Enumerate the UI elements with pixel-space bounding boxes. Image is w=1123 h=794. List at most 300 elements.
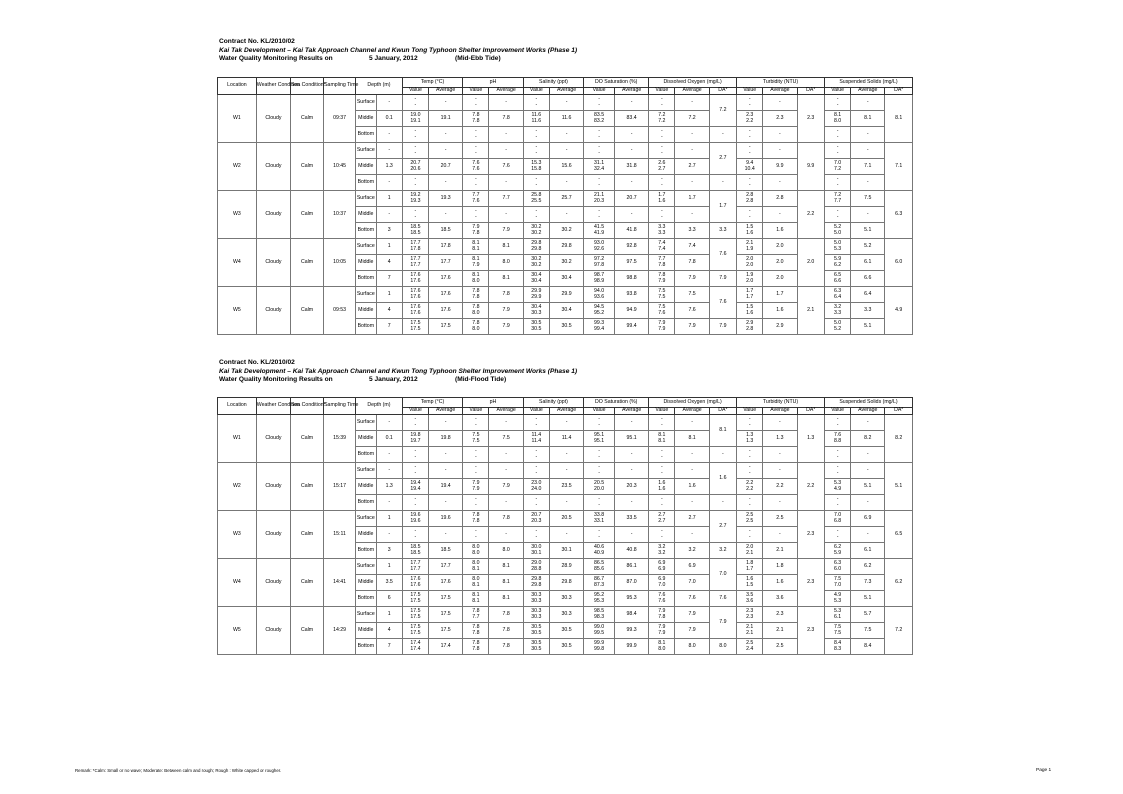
turbidity-average: 2.1	[763, 543, 797, 559]
col-average: Average	[489, 88, 523, 95]
turbidity-value-reading-2: 1.3	[746, 437, 754, 444]
salinity-value	[523, 415, 549, 431]
dissolved-oxygen-value-reading-2: 7.0	[658, 581, 666, 588]
turbidity-value	[737, 127, 763, 143]
salinity-average: -	[549, 527, 583, 543]
do-saturation-value-reading-2: 41.9	[594, 229, 605, 236]
col-average: Average	[763, 408, 797, 415]
temp-value	[402, 271, 428, 287]
ph-value-reading-1: 8.0	[472, 543, 480, 550]
turbidity-da: 2.1	[797, 287, 824, 335]
ph-value-reading-1: -	[475, 463, 477, 470]
do-saturation-value-reading-2: 97.8	[594, 261, 605, 268]
dissolved-oxygen-value	[649, 207, 675, 223]
dissolved-oxygen-average: -	[675, 175, 709, 191]
dissolved-oxygen-value	[649, 287, 675, 303]
salinity-value	[523, 127, 549, 143]
dissolved-oxygen-da-bottom: -	[709, 447, 736, 463]
temp-value-reading-1: 19.4	[410, 479, 421, 486]
salinity-value-reading-1: 11.4	[531, 431, 542, 438]
turbidity-value-reading-1: 1.3	[746, 431, 754, 438]
dissolved-oxygen-value-reading-2: 7.8	[658, 613, 666, 620]
ph-average: 7.8	[489, 287, 523, 303]
ph-average: -	[489, 463, 523, 479]
do-saturation-value-reading-1: -	[598, 127, 600, 134]
turbidity-value-reading-2: 1.6	[746, 229, 754, 236]
dissolved-oxygen-value-reading-1: 7.9	[658, 607, 666, 614]
suspended-solids-average: -	[851, 207, 885, 223]
suspended-solids-value-reading-2: -	[836, 533, 839, 540]
suspended-solids-value-reading-2: 5.2	[833, 325, 842, 332]
ph-value-reading-1: 8.0	[472, 575, 480, 582]
depth-label-cell: Surface	[356, 239, 377, 255]
salinity-value-reading-1: 30.2	[531, 255, 542, 262]
turbidity-value-reading-2: -	[748, 453, 751, 460]
salinity-average: -	[549, 127, 583, 143]
suspended-solids-average: 6.9	[851, 511, 885, 527]
do-saturation-value-reading-1: 33.8	[594, 511, 605, 518]
temp-value-reading-1: -	[414, 95, 417, 102]
do-saturation-value-reading-1: 94.5	[594, 303, 605, 310]
turbidity-value-reading-2: 1.7	[746, 565, 754, 572]
suspended-solids-value-reading-2: -	[836, 213, 839, 220]
ph-average: -	[489, 127, 523, 143]
do-saturation-average: -	[614, 447, 648, 463]
do-saturation-value-reading-2: -	[598, 213, 600, 220]
temp-average: 19.4	[429, 479, 463, 495]
col-group-5: Turbidity (NTU)	[737, 398, 825, 408]
depth-cell: 3.5	[376, 575, 402, 591]
turbidity-value	[737, 255, 763, 271]
ph-value	[463, 415, 489, 431]
do-saturation-value-reading-2: 32.4	[594, 165, 605, 172]
dissolved-oxygen-value	[649, 191, 675, 207]
dissolved-oxygen-average: 7.2	[675, 111, 709, 127]
suspended-solids-value	[824, 463, 850, 479]
salinity-value-reading-2: 15.8	[531, 165, 542, 172]
temp-value-reading-2: -	[414, 469, 417, 476]
temp-average: -	[429, 143, 463, 159]
col-average: Average	[549, 408, 583, 415]
turbidity-value-reading-1: 2.9	[746, 319, 754, 326]
ph-value-reading-1: 8.1	[472, 255, 480, 262]
salinity-average: -	[549, 175, 583, 191]
weather-cell: Cloudy	[256, 143, 290, 191]
dissolved-oxygen-value	[649, 95, 675, 111]
col-average: Average	[429, 88, 463, 95]
dissolved-oxygen-da: 2.7	[709, 511, 736, 543]
suspended-solids-average: 5.2	[851, 239, 885, 255]
do-saturation-value	[584, 159, 615, 175]
suspended-solids-value	[824, 623, 850, 639]
do-saturation-average: 99.9	[614, 639, 648, 655]
dissolved-oxygen-average: 2.7	[675, 159, 709, 175]
turbidity-da: 2.2	[797, 463, 824, 511]
salinity-value-reading-2: -	[535, 421, 538, 428]
do-saturation-value-reading-1: 98.5	[594, 607, 605, 614]
depth-cell: 1	[376, 239, 402, 255]
ph-value-reading-1: -	[475, 143, 477, 150]
dissolved-oxygen-value	[649, 639, 675, 655]
temp-value-reading-1: 19.2	[410, 191, 421, 198]
turbidity-value-reading-1: 2.0	[746, 543, 754, 550]
do-saturation-average: 40.8	[614, 543, 648, 559]
ph-average: 7.8	[489, 639, 523, 655]
dissolved-oxygen-average: 7.5	[675, 287, 709, 303]
suspended-solids-value-reading-2: 6.1	[833, 613, 842, 620]
temp-value-reading-1: 18.5	[410, 543, 421, 550]
salinity-value-reading-2: 20.3	[531, 517, 542, 524]
temp-average: 17.5	[429, 591, 463, 607]
section-1-header	[219, 38, 577, 64]
col-average: Average	[851, 408, 885, 415]
turbidity-average: -	[763, 175, 797, 191]
temp-average: 17.7	[429, 559, 463, 575]
temp-value-reading-2: 17.5	[410, 629, 421, 636]
do-saturation-value	[584, 95, 615, 111]
suspended-solids-value	[824, 479, 850, 495]
temp-average: -	[429, 127, 463, 143]
suspended-solids-value-reading-1: 4.9	[833, 591, 842, 598]
location-cell: W2	[218, 463, 257, 511]
dissolved-oxygen-da: 7.6	[709, 239, 736, 271]
salinity-average: 30.5	[549, 639, 583, 655]
temp-value-reading-1: 20.7	[410, 159, 421, 166]
do-saturation-value-reading-2: 99.8	[594, 645, 605, 652]
do-saturation-value-reading-1: 86.5	[594, 559, 605, 566]
temp-value	[402, 175, 428, 191]
ph-value	[463, 143, 489, 159]
salinity-value-reading-1: 30.5	[531, 319, 542, 326]
suspended-solids-average: -	[851, 527, 885, 543]
ph-value-reading-1: 7.8	[472, 639, 480, 646]
col-average: Average	[763, 88, 797, 95]
salinity-average: 11.6	[549, 111, 583, 127]
suspended-solids-value-reading-2: -	[836, 101, 839, 108]
dissolved-oxygen-value	[649, 431, 675, 447]
weather-cell: Cloudy	[256, 559, 290, 607]
ph-average: 8.1	[489, 559, 523, 575]
turbidity-value-reading-1: 1.9	[746, 271, 754, 278]
salinity-value-reading-2: -	[535, 133, 538, 140]
ph-value	[463, 175, 489, 191]
turbidity-value	[737, 495, 763, 511]
turbidity-value-reading-1: -	[748, 495, 751, 502]
do-saturation-value	[584, 559, 615, 575]
ph-value-reading-2: 8.1	[472, 245, 480, 252]
depth-label-cell: Surface	[356, 559, 377, 575]
turbidity-value	[737, 623, 763, 639]
sea-cell: Calm	[291, 287, 324, 335]
ph-average: 7.8	[489, 607, 523, 623]
depth-label-cell: Middle	[356, 623, 377, 639]
temp-value-reading-1: 17.5	[410, 591, 421, 598]
dissolved-oxygen-da: 1.6	[709, 463, 736, 495]
temp-value-reading-2: 17.5	[410, 613, 421, 620]
depth-label-cell: Middle	[356, 207, 377, 223]
dissolved-oxygen-value-reading-1: 6.9	[658, 575, 666, 582]
temp-value-reading-2: 17.5	[410, 325, 421, 332]
turbidity-value-reading-2: 3.6	[746, 597, 754, 604]
do-saturation-value-reading-2: 95.2	[594, 309, 605, 316]
time-cell: 10:37	[324, 191, 356, 239]
location-cell: W5	[218, 287, 257, 335]
turbidity-da: 2.2	[797, 191, 824, 239]
do-saturation-average: 99.4	[614, 319, 648, 335]
depth-label-cell: Middle	[356, 111, 377, 127]
do-saturation-value-reading-2: 83.2	[594, 117, 605, 124]
temp-value	[402, 239, 428, 255]
depth-cell: -	[376, 207, 402, 223]
do-saturation-average: 94.9	[614, 303, 648, 319]
col-location: Location	[218, 78, 257, 95]
suspended-solids-value-reading-1: 7.0	[833, 511, 842, 518]
do-saturation-value-reading-1: 95.2	[594, 591, 605, 598]
temp-value-reading-2: 17.5	[410, 597, 421, 604]
temp-value-reading-2: -	[414, 533, 417, 540]
turbidity-average: 1.7	[763, 287, 797, 303]
do-saturation-value-reading-1: 41.5	[594, 223, 605, 230]
dissolved-oxygen-average: -	[675, 127, 709, 143]
do-saturation-value-reading-1: 94.0	[594, 287, 605, 294]
ph-value-reading-2: 8.0	[472, 309, 480, 316]
ph-value-reading-1: 8.1	[472, 271, 480, 278]
do-saturation-value	[584, 111, 615, 127]
temp-average: 17.4	[429, 639, 463, 655]
ph-value	[463, 543, 489, 559]
do-saturation-value	[584, 191, 615, 207]
do-saturation-value	[584, 223, 615, 239]
salinity-average: 29.8	[549, 575, 583, 591]
sea-cell: Calm	[291, 415, 324, 463]
salinity-value	[523, 287, 549, 303]
turbidity-value-reading-1: -	[748, 463, 751, 470]
col-da: DA*	[885, 88, 913, 95]
ph-value	[463, 111, 489, 127]
suspended-solids-value-reading-1: 5.9	[833, 255, 842, 262]
col-group-2: Salinity (ppt)	[523, 78, 583, 88]
ph-value-reading-1: 7.8	[472, 319, 480, 326]
ph-average: 7.9	[489, 479, 523, 495]
turbidity-average: -	[763, 463, 797, 479]
temp-value	[402, 95, 428, 111]
salinity-value	[523, 255, 549, 271]
salinity-average: 30.3	[549, 591, 583, 607]
turbidity-value-reading-2: -	[748, 101, 751, 108]
col-value: Value	[523, 88, 549, 95]
turbidity-value-reading-2: 2.1	[746, 549, 754, 556]
ph-value	[463, 607, 489, 623]
suspended-solids-value	[824, 607, 850, 623]
ph-value	[463, 463, 489, 479]
suspended-solids-average: 6.4	[851, 287, 885, 303]
turbidity-value-reading-2: -	[748, 181, 751, 188]
temp-value	[402, 111, 428, 127]
dissolved-oxygen-value-reading-1: 3.3	[658, 223, 666, 230]
salinity-value-reading-2: -	[535, 453, 538, 460]
location-cell: W1	[218, 95, 257, 143]
suspended-solids-value-reading-2: 4.9	[833, 485, 842, 492]
salinity-value-reading-2: 30.5	[531, 325, 542, 332]
temp-value-reading-1: 19.0	[410, 111, 421, 118]
col-average: Average	[675, 88, 709, 95]
do-saturation-value	[584, 175, 615, 191]
suspended-solids-value-reading-1: 3.2	[833, 303, 842, 310]
ph-value-reading-2: 7.7	[472, 613, 480, 620]
col-group-3: DO Saturation (%)	[584, 398, 649, 408]
turbidity-value-reading-2: 10.4	[744, 165, 755, 172]
do-saturation-value-reading-2: -	[598, 149, 600, 156]
salinity-average: 30.5	[549, 319, 583, 335]
ph-average: 8.1	[489, 239, 523, 255]
suspended-solids-value-reading-1: 5.3	[833, 479, 842, 486]
dissolved-oxygen-average: 7.9	[675, 623, 709, 639]
turbidity-value	[737, 527, 763, 543]
turbidity-value	[737, 431, 763, 447]
dissolved-oxygen-average: 7.8	[675, 255, 709, 271]
dissolved-oxygen-value-reading-1: 7.5	[658, 303, 666, 310]
salinity-value-reading-1: -	[535, 495, 538, 502]
do-saturation-value	[584, 415, 615, 431]
ph-value-reading-2: 7.8	[472, 117, 480, 124]
footnote-remark: Remark: *Calm: Small or no wave; Moderate: Between calm and rough; Rough : White capped or rougher.	[75, 768, 282, 773]
dissolved-oxygen-da-bottom: 3.3	[709, 223, 736, 239]
turbidity-average: -	[763, 207, 797, 223]
temp-value-reading-1: 17.4	[410, 639, 421, 646]
salinity-average: -	[549, 495, 583, 511]
salinity-average: 30.1	[549, 543, 583, 559]
temp-value-reading-2: -	[414, 501, 417, 508]
location-cell: W3	[218, 511, 257, 559]
salinity-average: 23.5	[549, 479, 583, 495]
temp-value-reading-1: -	[414, 447, 417, 454]
salinity-average: 30.2	[549, 255, 583, 271]
suspended-solids-value-reading-1: 7.5	[833, 575, 842, 582]
dissolved-oxygen-average: 2.7	[675, 511, 709, 527]
do-saturation-value-reading-2: 95.3	[594, 597, 605, 604]
water-quality-table-ebb	[217, 77, 913, 335]
col-group-5: Turbidity (NTU)	[737, 78, 825, 88]
dissolved-oxygen-average: -	[675, 207, 709, 223]
ph-value-reading-2: 7.6	[472, 165, 480, 172]
do-saturation-value-reading-2: 98.3	[594, 613, 605, 620]
temp-average: -	[429, 207, 463, 223]
results-label: Water Quality Monitoring Results on	[219, 376, 333, 384]
temp-value-reading-1: 17.7	[410, 559, 421, 566]
turbidity-value-reading-1: 2.3	[746, 607, 754, 614]
salinity-average: 30.4	[549, 303, 583, 319]
do-saturation-value-reading-2: -	[598, 533, 600, 540]
salinity-value	[523, 223, 549, 239]
salinity-value-reading-2: -	[535, 181, 538, 188]
temp-value	[402, 511, 428, 527]
ph-value-reading-1: 7.8	[472, 303, 480, 310]
do-saturation-value	[584, 255, 615, 271]
ph-value-reading-2: 7.8	[472, 229, 480, 236]
dissolved-oxygen-value	[649, 143, 675, 159]
dissolved-oxygen-value-reading-2: -	[660, 501, 663, 508]
suspended-solids-value-reading-2: 6.6	[833, 277, 842, 284]
sea-cell: Calm	[291, 191, 324, 239]
results-label: Water Quality Monitoring Results on	[219, 55, 333, 63]
salinity-value-reading-1: -	[535, 127, 538, 134]
turbidity-da: 2.3	[797, 559, 824, 607]
do-saturation-value-reading-1: 98.7	[594, 271, 605, 278]
ph-value-reading-2: 8.0	[472, 325, 480, 332]
salinity-value-reading-2: 11.4	[531, 437, 542, 444]
salinity-value	[523, 575, 549, 591]
turbidity-value	[737, 271, 763, 287]
depth-label-cell: Middle	[356, 159, 377, 175]
depth-cell: 4	[376, 255, 402, 271]
ph-value	[463, 447, 489, 463]
salinity-value	[523, 511, 549, 527]
temp-average: 18.5	[429, 543, 463, 559]
dissolved-oxygen-average: 7.6	[675, 591, 709, 607]
suspended-solids-value-reading-1: -	[836, 143, 839, 150]
suspended-solids-average: 7.3	[851, 575, 885, 591]
turbidity-value-reading-1: 2.3	[746, 111, 754, 118]
salinity-value	[523, 463, 549, 479]
temp-value-reading-1: 17.7	[410, 239, 421, 246]
suspended-solids-value-reading-1: -	[836, 95, 839, 102]
suspended-solids-value	[824, 287, 850, 303]
dissolved-oxygen-average: 7.6	[675, 303, 709, 319]
salinity-value-reading-2: 24.0	[531, 485, 542, 492]
suspended-solids-value-reading-2: 7.5	[833, 629, 842, 636]
salinity-value-reading-1: 29.8	[531, 575, 542, 582]
table-row	[218, 191, 913, 207]
dissolved-oxygen-average: 3.2	[675, 543, 709, 559]
suspended-solids-value-reading-1: 5.2	[833, 223, 842, 230]
do-saturation-average: 93.8	[614, 287, 648, 303]
do-saturation-average: 99.3	[614, 623, 648, 639]
turbidity-value	[737, 447, 763, 463]
dissolved-oxygen-value	[649, 479, 675, 495]
turbidity-value-reading-2: -	[748, 501, 751, 508]
temp-value-reading-1: 17.6	[410, 287, 421, 294]
ph-value-reading-1: -	[475, 415, 477, 422]
salinity-value	[523, 479, 549, 495]
salinity-value-reading-1: 30.5	[531, 623, 542, 630]
turbidity-value-reading-2: -	[748, 421, 751, 428]
weather-cell: Cloudy	[256, 239, 290, 287]
do-saturation-value	[584, 271, 615, 287]
do-saturation-value	[584, 543, 615, 559]
do-saturation-value	[584, 639, 615, 655]
turbidity-value	[737, 607, 763, 623]
turbidity-value	[737, 479, 763, 495]
col-group-3: DO Saturation (%)	[584, 78, 649, 88]
suspended-solids-da: 6.3	[885, 191, 913, 239]
col-time: Sampling Time	[324, 398, 356, 415]
do-saturation-value	[584, 447, 615, 463]
dissolved-oxygen-value	[649, 575, 675, 591]
ph-average: -	[489, 175, 523, 191]
suspended-solids-value-reading-2: 6.0	[833, 565, 842, 572]
temp-value-reading-1: -	[414, 415, 417, 422]
suspended-solids-value-reading-2: 7.0	[833, 581, 842, 588]
temp-value	[402, 431, 428, 447]
dissolved-oxygen-value-reading-2: 3.3	[658, 229, 666, 236]
turbidity-value-reading-2: -	[748, 533, 751, 540]
dissolved-oxygen-da: 2.7	[709, 143, 736, 175]
turbidity-da: 2.3	[797, 511, 824, 559]
do-saturation-value-reading-1: 99.3	[594, 319, 605, 326]
ph-value-reading-2: 7.9	[472, 485, 480, 492]
turbidity-value	[737, 463, 763, 479]
suspended-solids-da: 7.2	[885, 607, 913, 655]
